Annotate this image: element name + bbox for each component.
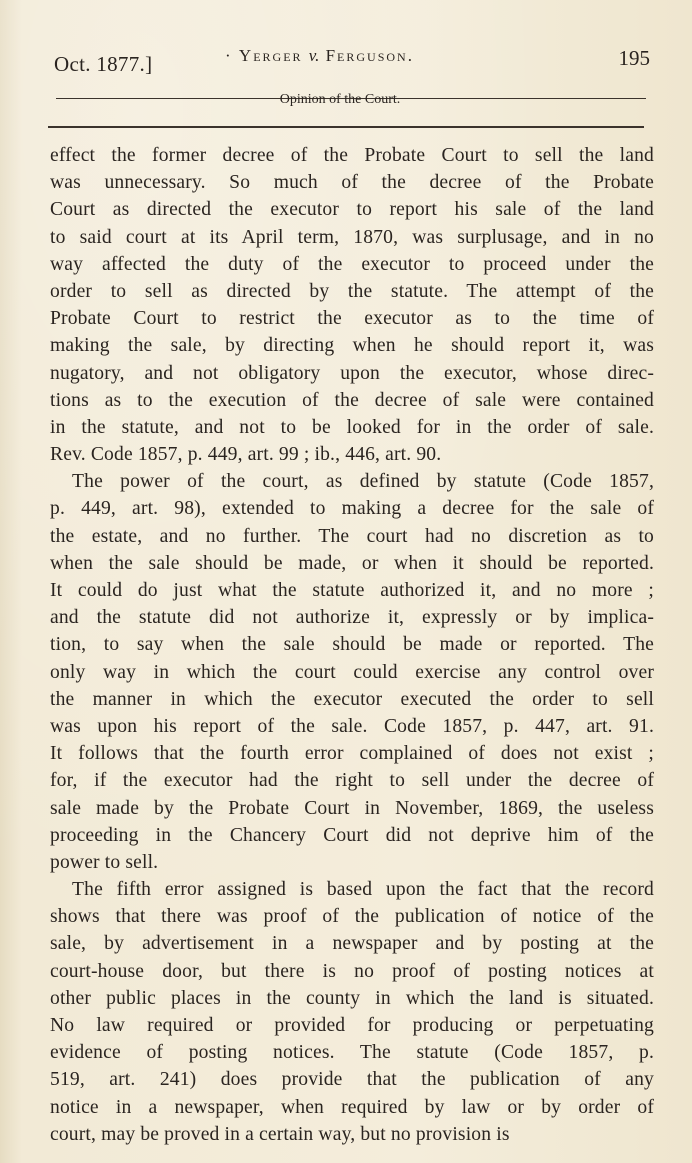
section-subheading bbox=[0, 92, 692, 108]
text-line: Probate Court to restrict the executor as to the time of bbox=[50, 308, 654, 330]
text-line: power to sell. bbox=[50, 851, 159, 873]
text-line: only way in which the court could exercise any control over bbox=[50, 661, 654, 683]
text-line: the estate, and no further. The court had no discretion as to bbox=[50, 525, 654, 547]
text-line: court-house door, but there is no proof of posting notices at bbox=[50, 960, 654, 982]
text-line: the manner in which the executor executed the order to sell bbox=[50, 688, 654, 710]
text-line: It follows that the fourth error complained of does not exist ; bbox=[50, 743, 654, 765]
text-line: evidence of posting notices. The statute (Code 1857, p. bbox=[50, 1042, 654, 1064]
header-party-left: Yerger bbox=[238, 46, 303, 65]
text-line: effect the former decree of the Probate Court to sell the land bbox=[50, 145, 654, 166]
text-line: It could do just what the statute authorized it, and no more ; bbox=[50, 580, 654, 601]
text-line: sale, by advertisement in a newspaper and by posting at the bbox=[50, 933, 654, 955]
paragraph bbox=[50, 142, 654, 468]
paragraph bbox=[50, 468, 654, 876]
text-line: p. 449, art. 98), extended to making a decree for the sale of bbox=[50, 498, 654, 520]
text-line: Court as directed the executor to report his sale of the land bbox=[50, 199, 654, 221]
text-line: sale made by the Probate Court in November, 1869, the useless bbox=[50, 797, 654, 819]
text-line: other public places in the county in which the land is situated. bbox=[50, 987, 654, 1009]
opinion-body bbox=[50, 142, 654, 1148]
text-line: order to sell as directed by the statute. The attempt of the bbox=[50, 280, 654, 302]
running-header bbox=[0, 40, 692, 80]
subheading-text: Opinion of the Court. bbox=[279, 92, 401, 107]
text-line: way affected the duty of the executor to proceed under the bbox=[50, 253, 654, 275]
text-line: court, may be proved in a certain way, but no provision is bbox=[50, 1123, 510, 1145]
text-line: was unnecessary. So much of the decree of the Probate bbox=[50, 172, 654, 194]
header-date: Oct. 1877.] bbox=[54, 52, 153, 76]
text-line: to said court at its April term, 1870, was surplusage, and in no bbox=[50, 226, 654, 248]
text-line: tions as to the execution of the decree of sale were contained bbox=[50, 389, 654, 411]
header-case-title: · Yerger v. Ferguson. bbox=[225, 46, 414, 65]
page-number: 195 bbox=[618, 46, 650, 70]
header-party-right: Ferguson. bbox=[325, 46, 414, 65]
text-line: when the sale should be made, or when it should be reported. bbox=[50, 552, 654, 574]
text-line: 519, art. 241) does provide that the publication of any bbox=[50, 1069, 654, 1091]
text-line: The power of the court, as defined by statute (Code 1857, bbox=[72, 471, 654, 493]
text-line: nugatory, and not obligatory upon the executor, whose direc- bbox=[50, 362, 654, 384]
text-line: making the sale, by directing when he should report it, was bbox=[50, 335, 654, 357]
text-line: and the statute did not authorize it, expressly or by implica- bbox=[50, 607, 654, 629]
text-line: proceeding in the Chancery Court did not deprive him of the bbox=[50, 824, 654, 846]
text-line: The fifth error assigned is based upon the fact that the record bbox=[72, 879, 654, 901]
subheading-rule bbox=[48, 126, 644, 128]
text-line: notice in a newspaper, when required by law or by order of bbox=[50, 1096, 654, 1118]
text-line: for, if the executor had the right to sell under the decree of bbox=[50, 770, 654, 792]
text-line: Rev. Code 1857, p. 449, art. 99 ; ib., 446, art. 90. bbox=[50, 444, 442, 466]
text-line: shows that there was proof of the publication of notice of the bbox=[50, 906, 654, 928]
text-line: was upon his report of the sale. Code 1857, p. 447, art. 91. bbox=[50, 715, 654, 737]
text-line: No law required or provided for producing or perpetuating bbox=[50, 1015, 654, 1036]
header-versus: v. bbox=[308, 46, 320, 65]
text-line: in the statute, and not to be looked for in the order of sale. bbox=[50, 416, 654, 438]
paragraph bbox=[50, 876, 654, 1148]
text-line: tion, to say when the sale should be made or reported. The bbox=[50, 634, 654, 656]
